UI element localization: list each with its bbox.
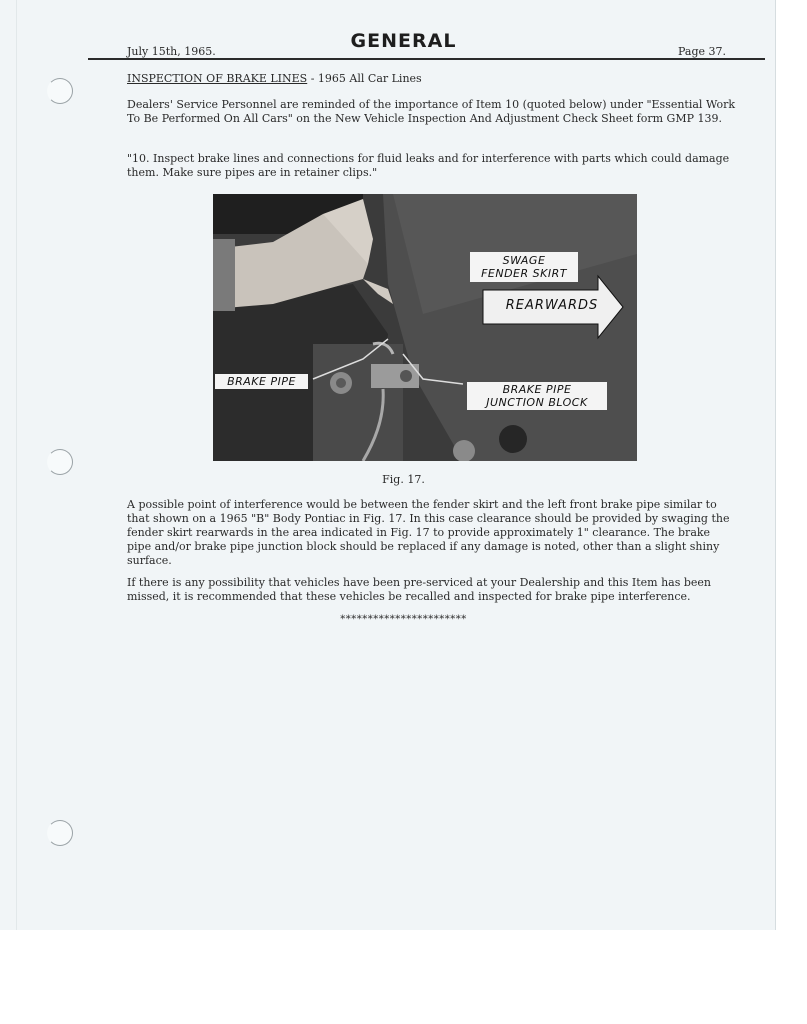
page-edge-line <box>16 0 17 930</box>
header-rule <box>88 58 765 60</box>
header-date: July 15th, 1965. <box>127 45 216 58</box>
section-heading-subtitle: - 1965 All Car Lines <box>307 72 422 85</box>
binder-hole-bottom <box>47 820 73 846</box>
figure-label-swage <box>470 252 578 282</box>
page-title: GENERAL <box>350 30 457 52</box>
figure-photo <box>213 194 637 461</box>
figure-caption: Fig. 17. <box>382 473 425 486</box>
end-separator: *********************** <box>340 614 467 625</box>
paragraph-quote: "10. Inspect brake lines and connections for fluid leaks and for interference with parts which could damage them. Make sure pipes are in retainer clips." <box>127 152 730 179</box>
header-page-number: Page 37. <box>678 45 727 58</box>
figure-label-swage-line1: SWAGE <box>502 254 546 267</box>
figure-label-swage-line2: FENDER SKIRT <box>481 267 567 280</box>
section-heading <box>127 72 737 86</box>
figure-label-brake-pipe: BRAKE PIPE <box>215 374 308 389</box>
paragraph-interference: A possible point of interference would be between the fender skirt and the left front brake pipe similar to that shown on a 1965 "B" Body Pontiac in Fig. 17. In this case clearance should be provided by swaging the fender skirt rearwards in the area indicated in Fig. 17 to provide approximately 1" clearance. The brake pipe and/or brake pipe junction block should be replaced if any damage is noted, other than a slight shiny surface. <box>127 498 730 567</box>
figure-illustration <box>213 194 637 461</box>
section-heading-title: INSPECTION OF BRAKE LINES <box>127 72 308 85</box>
figure-label-junction-block <box>467 382 607 410</box>
paragraph-intro: Dealers' Service Personnel are reminded of the importance of Item 10 (quoted below) under "Essential Work To Be Performed On All Cars" on the New Vehicle Inspection And Adjustment Check Sheet form GMP 139. <box>127 98 736 125</box>
figure-label-junction-line2: JUNCTION BLOCK <box>486 396 588 409</box>
figure-label-rearwards: REARWARDS <box>505 298 599 313</box>
figure-label-junction-line1: BRAKE PIPE <box>502 383 572 396</box>
paragraph-recall: If there is any possibility that vehicles have been pre-serviced at your Dealership and this Item has been missed, it is recommended that these vehicles be recalled and inspected for brake pipe interference. <box>127 576 712 603</box>
binder-hole-middle <box>47 449 73 475</box>
binder-hole-top <box>47 78 73 104</box>
